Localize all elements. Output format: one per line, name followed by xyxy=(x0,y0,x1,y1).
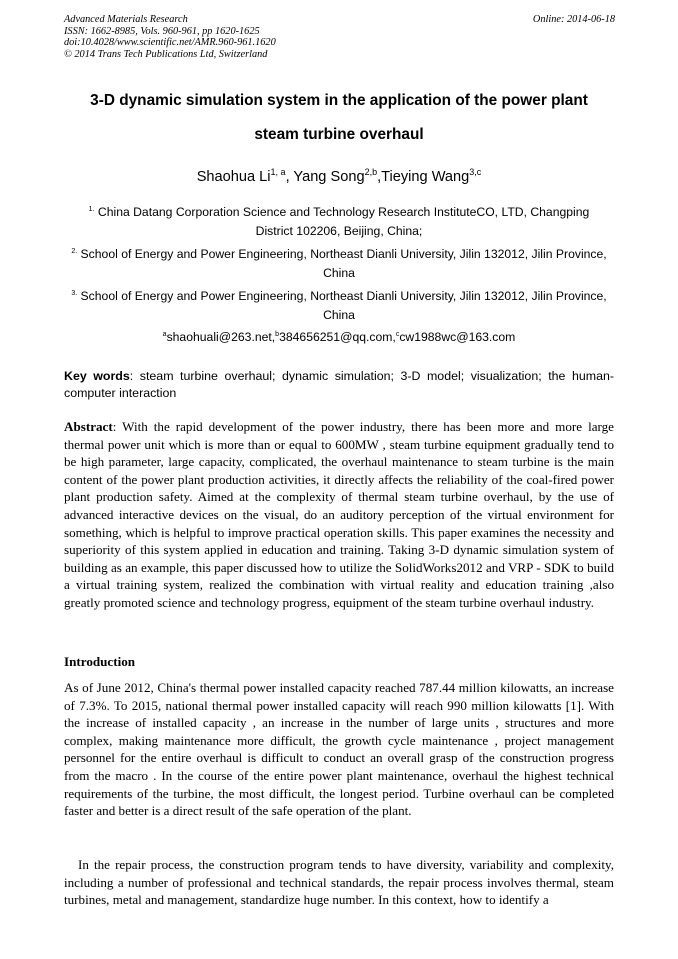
copyright-line: © 2014 Trans Tech Publications Ltd, Switzerland xyxy=(64,48,268,60)
paper-title-line-1: 3-D dynamic simulation system in the application of the power plant xyxy=(90,92,588,109)
author-affiliation-mark: 2,b xyxy=(364,167,378,177)
email-address: shaohuali@263.net, xyxy=(166,330,276,344)
introduction-heading: Introduction xyxy=(64,654,136,669)
abstract-section xyxy=(64,418,614,612)
author-list xyxy=(50,167,628,185)
affiliation-text: School of Energy and Power Engineering, Northeast Dianli University, Jilin 132012, Jilin Province, China xyxy=(80,289,607,322)
online-date: Online: 2014-06-18 xyxy=(532,14,615,25)
keywords-section xyxy=(64,368,614,402)
abstract-label: Abstract xyxy=(64,419,113,434)
author-name: Shaohua Li xyxy=(196,168,271,185)
email-mark: b xyxy=(275,330,280,338)
author-name: Yang Song xyxy=(293,168,365,185)
affiliation-3 xyxy=(64,285,614,324)
journal-metadata xyxy=(64,14,276,60)
affiliation-mark: 2. xyxy=(71,248,78,255)
email-address: cw1988wc@163.com xyxy=(399,330,516,344)
author-separator: , xyxy=(377,168,382,185)
email-mark: a xyxy=(162,330,167,338)
affiliation-2 xyxy=(64,243,614,282)
author-emails xyxy=(64,330,614,344)
paper-title-line-2: steam turbine overhaul xyxy=(254,126,424,143)
email-address: 384656251@qq.com, xyxy=(279,330,396,344)
keywords-label: Key words xyxy=(64,369,130,383)
abstract-text: : With the rapid development of the power industry, there has been more and more large thermal power unit which is more than or equal to 600MW , steam turbine equipment gradually tend to be high parameter, large capacity, complicated, the overhaul maintenance to steam turbine is the main content of the power plant production activities, it directly affects the reliability of the coal-fired power plant production safety. Aimed at the complexity of thermal steam turbine overhaul, by the use of advanced interactive devices on the visual, do an auditory perception of the virtual environment for something, which is helpful to improve practical operation skills. This paper examines the necessity and superiority of this system applied in education and training. Taking 3-D dynamic simulation system of building as an example, this paper discussed how to utilize the SolidWorks2012 and VRP - SDK to build a virtual training system, realized the combination with virtual reality and education training ,also greatly promoted science and technology progress, equipment of the steam turbine overhaul industry. xyxy=(64,419,614,610)
doi-line: doi:10.4028/www.scientific.net/AMR.960-961.1620 xyxy=(64,37,276,49)
journal-name: Advanced Materials Research xyxy=(64,14,188,25)
affiliation-text: China Datang Corporation Science and Technology Research InstituteCO, LTD, Changping District 102206, Beijing, China; xyxy=(97,205,590,238)
issn-line: ISSN: 1662-8985, Vols. 960-961, pp 1620-1625 xyxy=(64,25,260,37)
author-separator: , xyxy=(285,168,294,185)
author-name: Tieying Wang xyxy=(381,168,470,185)
introduction-paragraph-1: As of June 2012, China's thermal power installed capacity reached 787.44 million kilowatts, an increase of 7.3%. To 2015, national thermal power installed capacity will reach 990 million kilowatts [1]. With the increase of installed capacity , an increase in the number of large units , structures and more complex, making maintenance more difficult, the growth cycle maintenance , project management personnel for the entire overhaul is difficult to conduct an overall grasp of the construction progress from the macro . In the course of the entire power plant maintenance, overhaul the highest technical requirements of the turbine, the most difficult, the longest period. Turbine overhaul can be completed faster and better is a direct result of the safe operation of the plant. xyxy=(64,680,614,819)
email-mark: c xyxy=(395,330,400,338)
affiliation-mark: 3. xyxy=(71,290,78,297)
introduction-paragraph-2: In the repair process, the construction program tends to have diversity, variability and complexity, including a number of professional and technical standards, the repair process involves thermal, steam turbines, metal and management, standardize huge number. In this context, how to identify a xyxy=(64,857,614,908)
keywords-text: : steam turbine overhaul; dynamic simulation; 3-D model; visualization; the human-computer interaction xyxy=(64,369,614,401)
affiliation-text: School of Energy and Power Engineering, Northeast Dianli University, Jilin 132012, Jilin Province, China xyxy=(80,247,607,280)
author-affiliation-mark: 3,c xyxy=(469,167,482,177)
author-affiliation-mark: 1, a xyxy=(270,167,286,177)
affiliation-1 xyxy=(64,201,614,240)
affiliation-mark: 1. xyxy=(88,206,95,213)
